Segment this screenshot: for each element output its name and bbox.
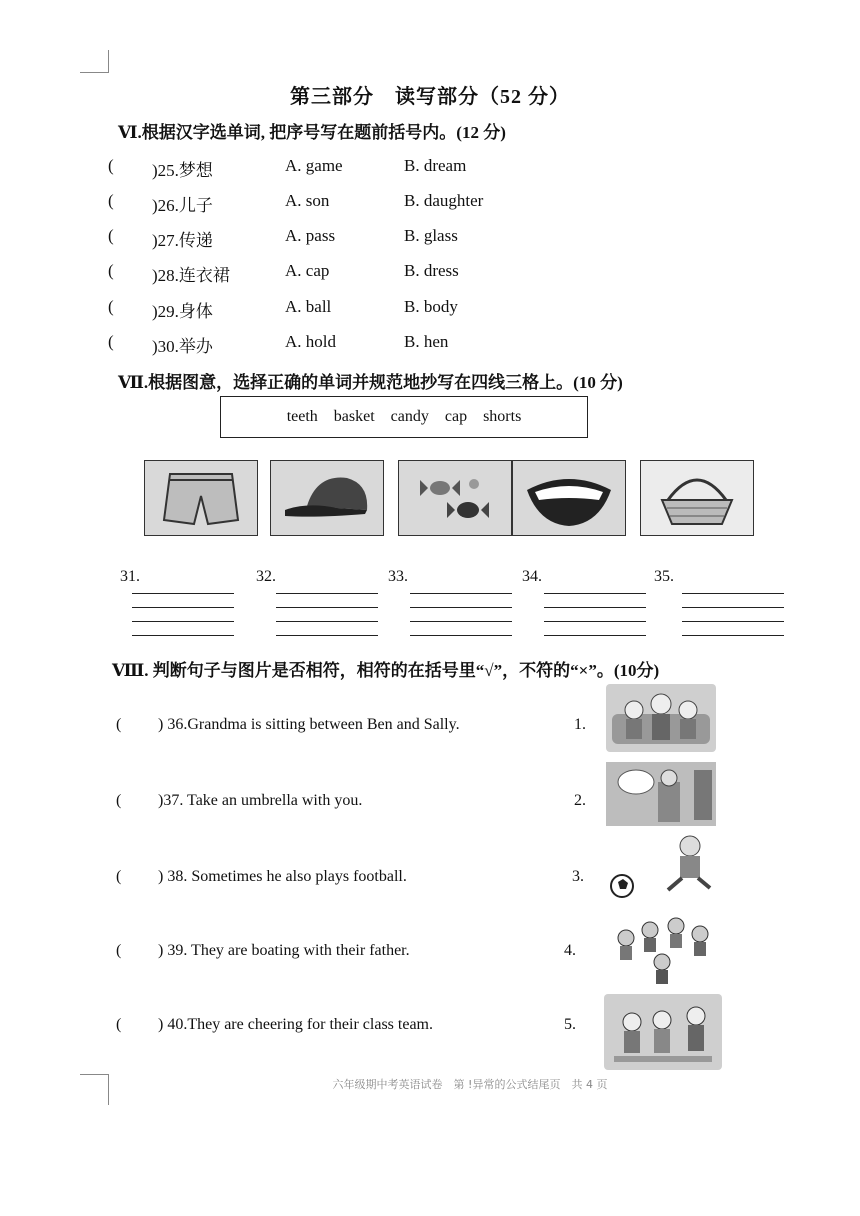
option-a: A. ball [285,297,332,316]
judgment-row [0,716,860,742]
judgment-sentence: ) 36.Grandma is sitting between Ben and Sally. [158,716,460,733]
question-text: )29.身体 [152,302,213,321]
picture-number: 1. [574,716,586,733]
option-a: A. pass [285,226,336,245]
option-b: B. dream [404,156,467,175]
option-b: B. hen [404,332,449,351]
judgment-sentence: ) 40.They are cheering for their class team. [158,1016,433,1033]
question-text: )28.连衣裙 [152,266,230,285]
word-bank-word: candy [390,408,429,425]
answer-bracket[interactable]: ( [108,332,114,351]
section6-heading: Ⅵ.根据汉字选单词, 把序号写在题前括号内。(12 分) [118,123,506,142]
judgment-row [0,942,860,968]
answer-bracket[interactable]: ( [116,942,122,959]
basket-picture [640,460,754,536]
word-bank-word: cap [444,408,468,425]
writing-lines[interactable] [132,593,234,637]
answer-bracket[interactable]: ( [116,1016,122,1033]
question-row [0,297,860,325]
answer-bracket[interactable]: ( [108,226,114,245]
judgment-row [0,868,860,894]
question-text: )30.举办 [152,337,213,356]
judgment-row [0,792,860,818]
word-bank-word: shorts [483,408,522,425]
shorts-picture [144,460,258,536]
answer-number: 34. [522,568,542,585]
word-bank-word: basket [333,408,375,425]
answer-bracket[interactable]: ( [116,868,122,885]
question-text: )26.儿子 [152,196,213,215]
page-footer: 六年级期中考英语试卷 第 !异常的公式结尾页 共 4 页 [332,1078,608,1091]
picture-cheering [606,908,720,988]
answer-number: 35. [654,568,674,585]
option-b: B. glass [404,226,458,245]
writing-lines[interactable] [410,593,512,637]
corner-mark-top [80,50,109,73]
question-row [0,156,860,184]
picture-football [606,832,720,902]
option-a: A. cap [285,261,330,280]
judgment-sentence: )37. Take an umbrella with you. [158,792,363,809]
picture-number: 5. [564,1016,576,1033]
answer-bracket[interactable]: ( [108,297,114,316]
judgment-sentence: ) 38. Sometimes he also plays football. [158,868,407,885]
part-title: 第三部分 读写部分（52 分） [290,86,570,108]
answer-bracket[interactable]: ( [108,156,114,175]
writing-lines[interactable] [544,593,646,637]
question-row [0,261,860,289]
question-text: )25.梦想 [152,161,213,180]
picture-kitchen [606,762,716,826]
word-bank [220,396,588,438]
question-row [0,332,860,360]
question-text: )27.传递 [152,231,213,250]
picture-boating [604,994,722,1070]
section7-heading: Ⅶ.根据图意，选择正确的单词并规范地抄写在四线三格上。(10 分) [118,373,623,392]
writing-lines[interactable] [276,593,378,637]
answer-bracket[interactable]: ( [116,716,122,733]
picture-number: 4. [564,942,576,959]
option-b: B. dress [404,261,459,280]
cap-picture [270,460,384,536]
section8-heading: Ⅷ. 判断句子与图片是否相符，相符的在括号里“√”，不符的“×”。(10分) [112,661,660,680]
question-row [0,226,860,254]
option-a: A. hold [285,332,336,351]
judgment-row [0,1016,860,1042]
candy-picture [398,460,512,536]
option-b: B. body [404,297,458,316]
answer-bracket[interactable]: ( [116,792,122,809]
writing-lines[interactable] [682,593,784,637]
option-a: A. game [285,156,343,175]
answer-bracket[interactable]: ( [108,191,114,210]
answer-number: 31. [120,568,140,585]
answer-number: 32. [256,568,276,585]
question-row [0,191,860,219]
picture-number: 3. [572,868,584,885]
answer-bracket[interactable]: ( [108,261,114,280]
word-bank-word: teeth [286,408,318,425]
picture-family-sofa [606,684,716,752]
picture-number: 2. [574,792,586,809]
judgment-sentence: ) 39. They are boating with their father. [158,942,410,959]
answer-number: 33. [388,568,408,585]
option-a: A. son [285,191,330,210]
teeth-picture [512,460,626,536]
option-b: B. daughter [404,191,484,210]
